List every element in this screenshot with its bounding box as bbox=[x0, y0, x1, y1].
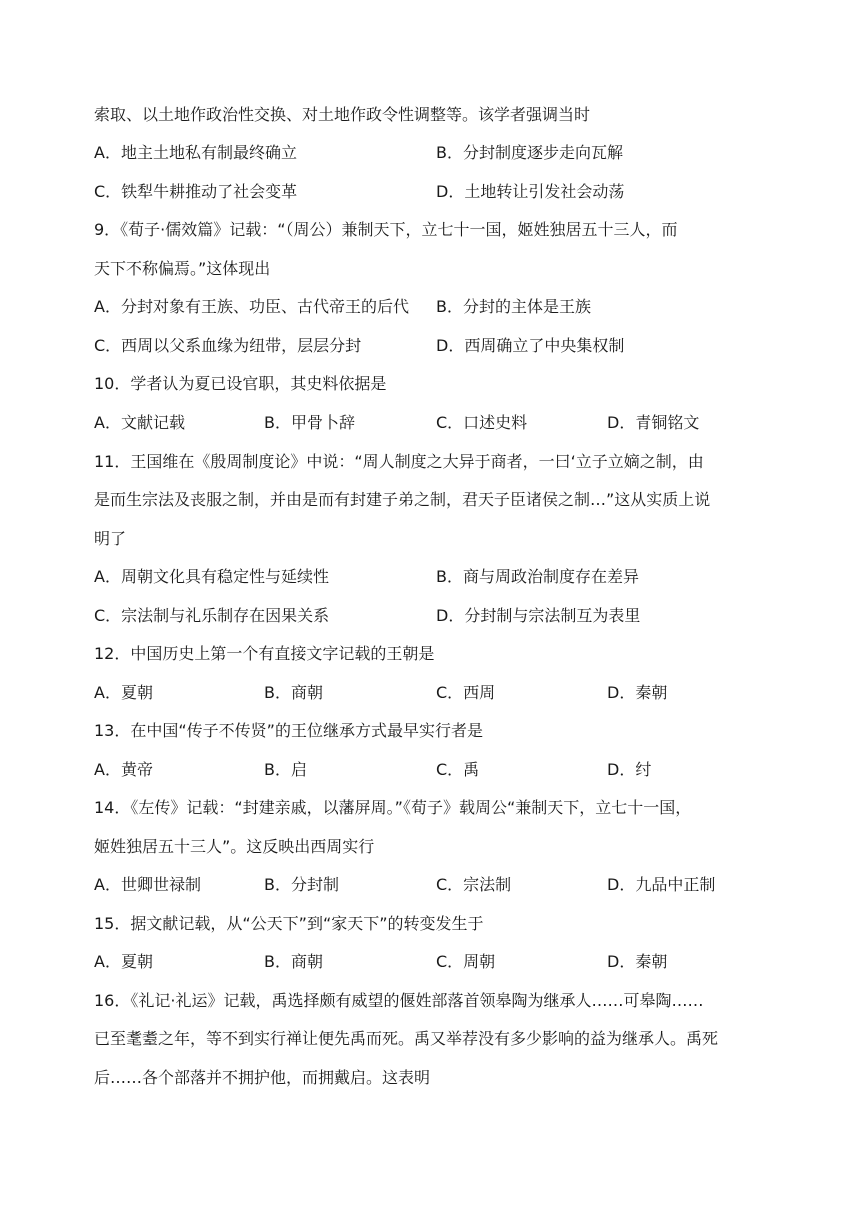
q12-option-b: B．商朝 bbox=[264, 683, 323, 702]
q13-option-a: A．黄帝 bbox=[94, 760, 153, 779]
q10-option-c: C．口述史料 bbox=[436, 413, 528, 432]
q15-option-b: B．商朝 bbox=[264, 952, 323, 971]
q13-option-c: C．禹 bbox=[436, 760, 480, 779]
q9-option-a: A．分封对象有王族、功臣、古代帝王的后代 bbox=[94, 297, 409, 316]
q11-option-a: A．周朝文化具有稳定性与延续性 bbox=[94, 567, 329, 586]
question-8-stem-tail: 索取、以土地作政治性交换、对土地作政令性调整等。该学者强调当时 bbox=[94, 105, 591, 124]
question-16-stem: 16．《礼记·礼运》记载，禹选择颇有威望的偃姓部落首领皋陶为继承人……可皋陶…… bbox=[94, 991, 704, 1010]
q12-option-a: A．夏朝 bbox=[94, 683, 153, 702]
question-15-stem: 15．据文献记载，从“公天下”到“家天下”的转变发生于 bbox=[94, 914, 484, 933]
q11-option-b: B．商与周政治制度存在差异 bbox=[436, 567, 639, 586]
q11-option-c: C．宗法制与礼乐制存在因果关系 bbox=[94, 606, 330, 625]
q9-option-c: C．西周以父系血缘为纽带，层层分封 bbox=[94, 336, 362, 355]
q14-option-c: C．宗法制 bbox=[436, 875, 512, 894]
q13-option-b: B．启 bbox=[264, 760, 307, 779]
q15-option-a: A．夏朝 bbox=[94, 952, 153, 971]
question-12-stem: 12．中国历史上第一个有直接文字记载的王朝是 bbox=[94, 644, 435, 663]
q8-option-a: A．地主土地私有制最终确立 bbox=[94, 143, 297, 162]
q14-option-a: A．世卿世禄制 bbox=[94, 875, 201, 894]
q12-option-d: D．秦朝 bbox=[607, 683, 668, 702]
question-11-stem-cont2: 明了 bbox=[94, 529, 127, 548]
q12-option-c: C．西周 bbox=[436, 683, 496, 702]
q13-option-d: D．纣 bbox=[607, 760, 652, 779]
q8-option-c: C．铁犁牛耕推动了社会变革 bbox=[94, 182, 298, 201]
q8-option-b: B．分封制度逐步走向瓦解 bbox=[436, 143, 623, 162]
q15-option-d: D．秦朝 bbox=[607, 952, 668, 971]
question-11-stem: 11．王国维在《殷周制度论》中说：“周人制度之大异于商者，一曰‘立子立嫡之制，由 bbox=[94, 452, 704, 471]
q10-option-d: D．青铜铭文 bbox=[607, 413, 700, 432]
q9-option-d: D．西周确立了中央集权制 bbox=[436, 336, 625, 355]
q9-option-b: B．分封的主体是王族 bbox=[436, 297, 591, 316]
question-10-stem: 10．学者认为夏已设官职，其史料依据是 bbox=[94, 374, 387, 393]
q14-option-d: D．九品中正制 bbox=[607, 875, 716, 894]
q15-option-c: C．周朝 bbox=[436, 952, 496, 971]
question-9-stem: 9．《荀子·儒效篇》记载：“（周公）兼制天下，立七十一国，姬姓独居五十三人，而 bbox=[94, 220, 678, 239]
q14-option-b: B．分封制 bbox=[264, 875, 339, 894]
question-16-stem-cont: 已至耄耋之年，等不到实行禅让便先禹而死。禹又举荐没有多少影响的益为继承人。禹死 bbox=[94, 1029, 719, 1048]
question-14-stem-cont: 姬姓独居五十三人”。这反映出西周实行 bbox=[94, 837, 375, 856]
q8-option-d: D．土地转让引发社会动荡 bbox=[436, 182, 625, 201]
question-9-stem-cont: 天下不称偏焉。”这体现出 bbox=[94, 259, 271, 278]
q10-option-a: A．文献记载 bbox=[94, 413, 185, 432]
q10-option-b: B．甲骨卜辞 bbox=[264, 413, 355, 432]
q11-option-d: D．分封制与宗法制互为表里 bbox=[436, 606, 641, 625]
question-16-stem-cont2: 后……各个部落并不拥护他，而拥戴启。这表明 bbox=[94, 1068, 431, 1087]
question-14-stem: 14．《左传》记载：“封建亲戚，以藩屏周。”《荀子》载周公“兼制天下，立七十一国， bbox=[94, 798, 692, 817]
question-11-stem-cont: 是而生宗法及丧服之制，并由是而有封建子弟之制，君天子臣诸侯之制…”这从实质上说 bbox=[94, 490, 711, 509]
question-13-stem: 13．在中国“传子不传贤”的王位继承方式最早实行者是 bbox=[94, 721, 483, 740]
